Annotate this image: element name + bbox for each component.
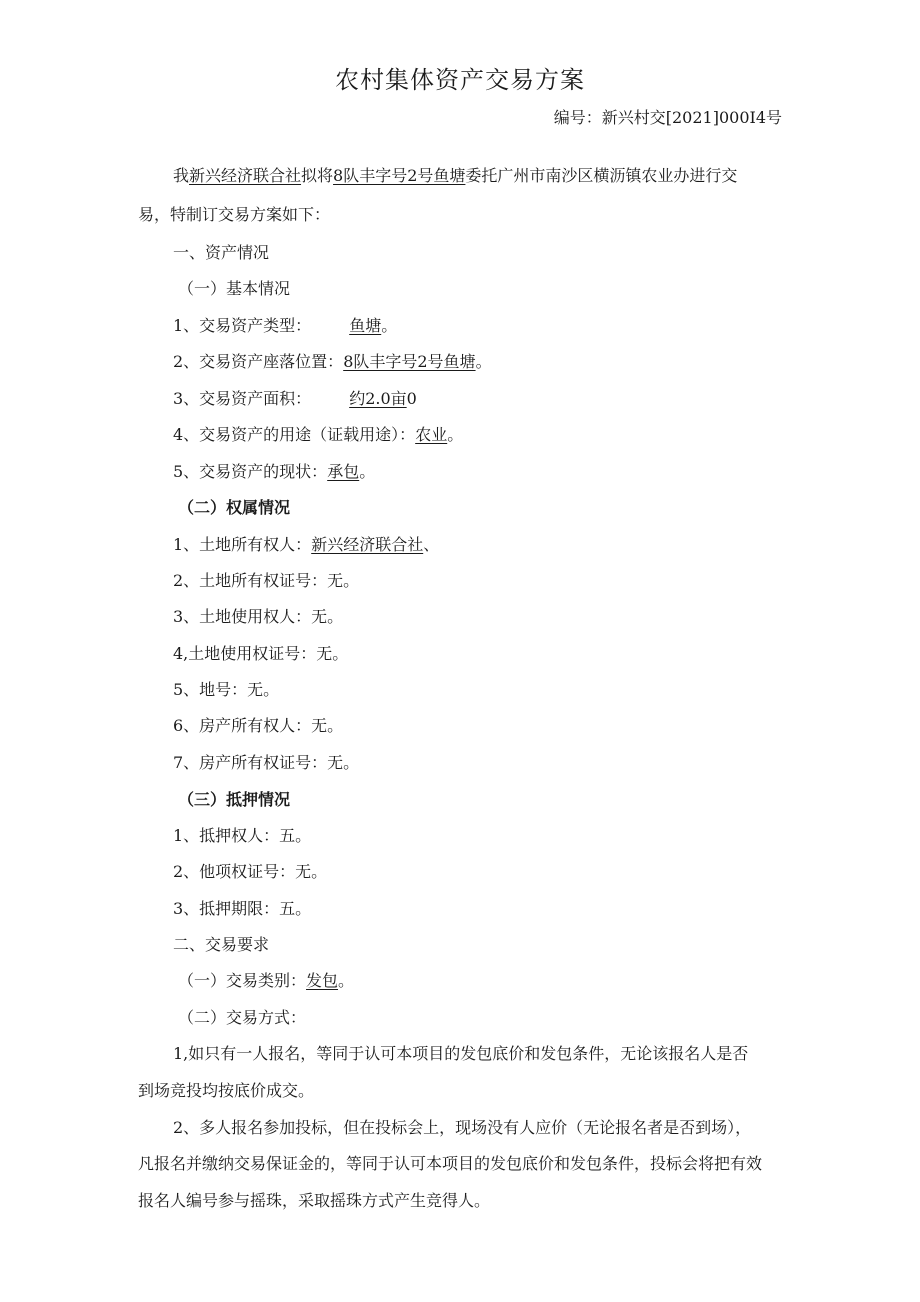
item-label: 1、交易资产类型： [173,316,312,335]
item-value: 鱼塘 [349,316,382,335]
ownership-item-1 [173,532,439,555]
basic-item-1 [173,313,397,336]
ownership-item-2: 2、土地所有权证号：无。 [173,571,360,590]
document-number: 编号：新兴村交[2021]000I4号 [553,108,782,127]
item-value: 农业 [415,425,448,444]
item-label: 4、交易资产的用途（证载用途）： [173,425,416,444]
item-end: 0 [406,389,417,408]
document-title: 农村集体资产交易方案 [335,66,585,94]
transaction-type [178,968,354,991]
mortgage-item-3: 3、抵押期限：五。 [173,899,312,918]
intro-text: 我 [173,166,190,185]
method-1-line-2: 到场竞投均按底价成交。 [138,1081,315,1100]
organization-name: 新兴经济联合社 [189,166,302,185]
intro-line-1 [173,163,737,186]
method-1-line-1: 1,如只有一人报名，等同于认可本项目的发包底价和发包条件，无论该报名人是否 [173,1044,749,1063]
intro-line-2: 易，特制订交易方案如下： [138,205,331,224]
ownership-item-7: 7、房产所有权证号：无。 [173,753,360,772]
ownership-item-3: 3、土地使用权人：无。 [173,607,344,626]
transaction-method-heading: （二）交易方式： [178,1008,307,1027]
subsection-ownership-heading: （二）权属情况 [178,498,291,517]
mortgage-item-2: 2、他项权证号：无。 [173,862,328,881]
item-label: 2、交易资产座落位置： [173,352,344,371]
section-heading-1: 一、资产情况 [173,243,270,262]
intro-text: 拟将 [301,166,334,185]
item-label: （一）交易类别： [178,971,307,990]
method-2-line-2: 凡报名并缴纳交易保证金的，等同于认可本项目的发包底价和发包条件，投标会将把有效 [138,1154,763,1173]
item-end: 、 [423,535,440,554]
subsection-mortgage-heading: （三）抵押情况 [178,790,291,809]
item-value: 新兴经济联合社 [311,535,424,554]
item-end: 。 [447,425,464,444]
basic-item-4 [173,422,463,445]
item-end: 。 [338,971,355,990]
section-heading-2: 二、交易要求 [173,935,270,954]
item-value: 约2.0亩 [349,389,407,408]
intro-text: 委托广州市南沙区横沥镇农业办进行交 [465,166,738,185]
mortgage-item-1: 1、抵押权人：五。 [173,826,312,845]
item-value: 8队丰字号2号鱼塘 [343,352,476,371]
item-label: 5、交易资产的现状： [173,462,328,481]
method-2-line-3: 报名人编号参与摇珠，采取摇珠方式产生竞得人。 [138,1191,491,1210]
basic-item-5 [173,459,375,482]
asset-name: 8队丰字号2号鱼塘 [333,166,466,185]
ownership-item-4: 4,土地使用权证号：无。 [173,644,349,663]
subsection-basic-heading: （一）基本情况 [178,279,291,298]
item-value: 承包 [327,462,360,481]
item-label: 3、交易资产面积： [173,389,312,408]
item-value: 发包 [306,971,339,990]
basic-item-3 [173,386,417,409]
basic-item-2 [173,349,492,372]
ownership-item-5: 5、地号：无。 [173,680,280,699]
method-2-line-1: 2、多人报名参加投标，但在投标会上，现场没有人应价（无论报名者是否到场）， [173,1118,752,1137]
item-end: 。 [475,352,492,371]
item-end: 。 [359,462,376,481]
item-end: 。 [381,316,398,335]
ownership-item-6: 6、房产所有权人：无。 [173,716,344,735]
item-label: 1、土地所有权人： [173,535,312,554]
